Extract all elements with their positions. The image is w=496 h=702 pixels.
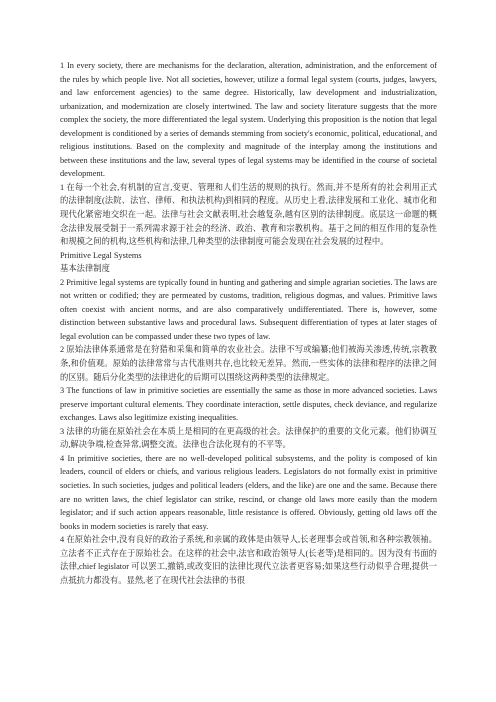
section-heading-english: Primitive Legal Systems xyxy=(60,250,142,260)
paragraph-1-english: 1 In every society, there are mechanisms for the declaration, alteration, administration, and the enforcement of the rules by which people live. Not all societies, however, utilize a formal legal system (courts, judges, lawyers, and law enforcement agencies) to the same degree. Historically, law development and industrialization, urbanization, and modernization are closely intertwined. The law and society literature suggests that the more complex the society, the more differentiated the legal system. Underlying this proposition is the notion that legal development is conditioned by a series of demands stemming from society's economic, political, educational, and religious institutions. Based on the complexity and magnitude of the interplay among the institutions and between these institutions and the law, several types of legal systems may be identified in the course of societal development. xyxy=(60,61,437,179)
paragraph-2-chinese: 2 原始法律体系通常是在狩猎和采集和简单的农业社会。法律不写或编纂;他们被海关渗透,传统,宗教教条,和价值观。原始的法律常常与古代准则共存,也比较无差异。然而,一些实体的法律和程序的法律之间的区别。随后分化类型的法律进化的后期可以围绕这两种类型的法律规定。 xyxy=(60,345,437,382)
paragraph-2-english: 2 Primitive legal systems are typically found in hunting and gathering and simple agrarian societies. The laws are not written or codified; they are permeated by customs, tradition, religious dogmas, and values. Primitive laws often coexist with ancient norms, and are also comparatively undifferentiated. There is, however, some distinction between substantive laws and procedural laws. Subsequent differentiation of types at later stages of legal evolution can be compassed under these two types of law. xyxy=(60,277,437,341)
paragraph-4-english: 4 In primitive societies, there are no well-developed political subsystems, and the polity is composed of kin leaders, council of elders or chiefs, and various religious leaders. Legislators do not formally exist in primitive societies. In such societies, judges and political leaders (elders, and the like) are one and the same. Because there are no written laws, the chief legislator can strike, rescind, or change old laws more easily than the modern legislator; and if such action appears reasonable, little resistance is offered. Obviously, getting old laws off the books in modern societies is rarely that easy. xyxy=(60,453,437,531)
paragraph-3-chinese: 3 法律的功能在原始社会在本质上是相同的在更高级的社会。法律保护的重要的文化元素。他们协调互动,解决争端,检查异常,调整交流。法律也合法化现有的不平等。 xyxy=(60,426,437,450)
paragraph-4-chinese: 4 在原始社会中,没有良好的政治子系统,和亲属的政体是由领导人,长老理事会或首领,和各种宗教领袖。立法者不正式存在于原始社会。在这样的社会中,法官和政治领导人(长老等)是相同的。因为没有书面的法律,chief legislator 可以罢工,撤销,或改变旧的法律比现代立法者更容易;如果这些行动似乎合理,提供一点抵抗力都没有。显然,老了在现代社会法律的书很 xyxy=(60,535,437,585)
paragraph-1-chinese: 1 在每一个社会,有机制的宣言,变更、管理和人们生活的规则的执行。然而,并不是所有的社会利用正式的法律制度(法院、法官、律师、和执法机构)到相同的程度。从历史上看,法律发展和工业化、城市化和现代化紧密地交织在一起。法律与社会文献表明,社会越复杂,越有区别的法律制度。底层这一命题的概念法律发展受制于一系列需求源于社会的经济、政治、教育和宗教机构。基于之间的相互作用的复杂性和规模之间的机构,这些机构和法律,几种类型的法律制度可能会发现在社会发展的过程中。 xyxy=(60,182,437,247)
section-heading-chinese: 基本法律制度 xyxy=(60,264,110,274)
paragraph-3-english: 3 The functions of law in primitive societies are essentially the same as those in more advanced societies. Laws preserve important cultural elements. They coordinate interaction, settle disputes, check deviance, and regularize exchanges. Laws also legitimize existing inequalities. xyxy=(60,386,437,423)
